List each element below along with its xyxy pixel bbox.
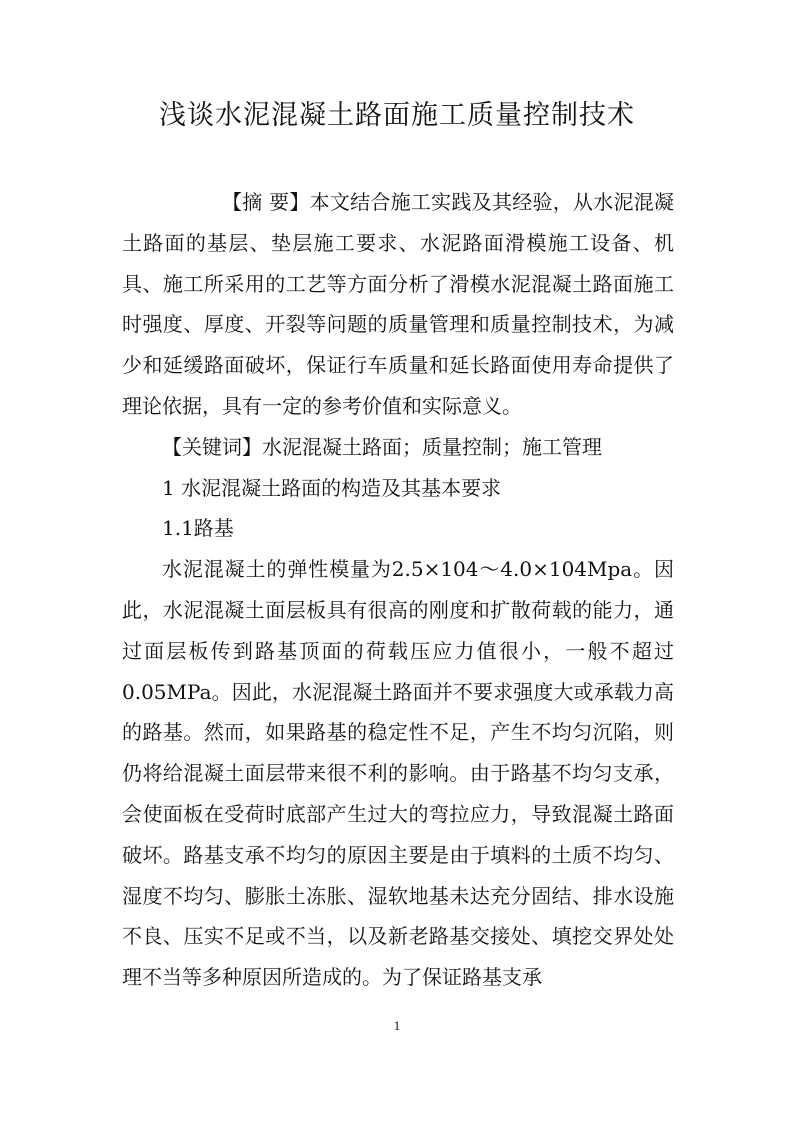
page-number: 1 (393, 1018, 401, 1033)
document-body (122, 182, 674, 998)
subsection-heading: 1.1路基 (162, 516, 234, 541)
section-heading: 1 水泥混凝土路面的构造及其基本要求 (162, 475, 502, 500)
document-title: 浅谈水泥混凝土路面施工质量控制技术 (159, 100, 635, 131)
body-paragraph: 水泥混凝土的弹性模量为2.5×104～4.0×104Mpa。因此，水泥混凝土面层板具有很高的刚度和扩散荷载的能力，通过面层板传到路基顶面的荷载压应力值很小，一般不超过0.05MPa。因此，水泥混凝土路面并不要求强度大或承载力高的路基。然而，如果路基的稳定性不足，产生不均匀沉陷，则仍将给混凝土面层带来很不利的影响。由于路基不均匀支承，会使面板在受荷时底部产生过大的弯拉应力，导致混凝土路面破坏。路基支承不均匀的原因主要是由于填料的土质不均匀、湿度不均匀、膨胀土冻胀、湿软地基未达充分固结、排水设施不良、压实不足或不当，以及新老路基交接处、填挖交界处处理不当等多种原因所造成的。为了保证路基支承 (122, 557, 674, 990)
keywords-paragraph: 【关键词】水泥混凝土路面；质量控制；施工管理 (162, 434, 602, 459)
abstract-paragraph: 【摘 要】本文结合施工实践及其经验，从水泥混凝土路面的基层、垫层施工要求、水泥路面滑模施工设备、机具、施工所采用的工艺等方面分析了滑模水泥混凝土路面施工时强度、厚度、开裂等问题的质量管理和质量控制技术，为减少和延缓路面破坏，保证行车质量和延长路面使用寿命提供了理论依据，具有一定的参考价值和实际意义。 (122, 190, 674, 418)
